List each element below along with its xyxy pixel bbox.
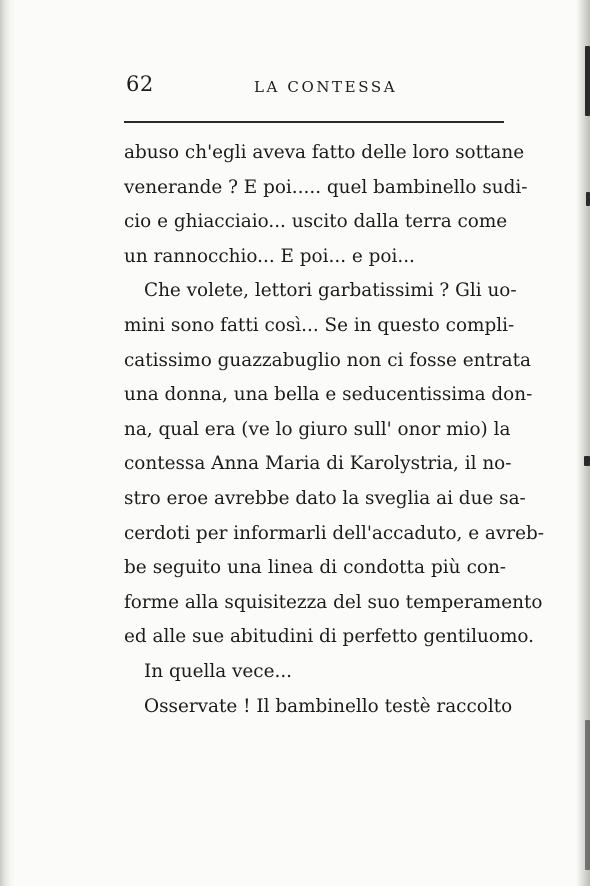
body-text: [124, 136, 544, 724]
text-line: abuso ch'egli aveva fatto delle loro sottane: [124, 142, 525, 163]
text-line: cio e ghiacciaio... uscito dalla terra come: [124, 211, 508, 233]
text-line: forme alla squisitezza del suo temperamento: [124, 591, 543, 613]
text-line: una donna, una bella e seducentissima don-: [124, 384, 533, 406]
binding-shadow: [0, 0, 16, 886]
header-rule: [124, 121, 504, 123]
edge-mark-lower: [585, 720, 590, 870]
page-number: 62: [126, 72, 154, 96]
text-line: Che volete, lettori garbatissimi ? Gli uo-: [144, 280, 517, 302]
edge-mark-upper: [586, 192, 590, 206]
text-line: Osservate ! Il bambinello testè raccolto: [144, 695, 513, 717]
running-title: LA CONTESSA: [254, 78, 398, 96]
text-line: un rannocchio... E poi... e poi...: [124, 245, 415, 267]
text-line: cerdoti per informarli dell'accaduto, e avreb-: [124, 522, 544, 544]
text-line: mini sono fatti così... Se in questo compli-: [124, 314, 515, 336]
text-line: na, qual era (ve lo giuro sull' onor mio) la: [124, 418, 511, 440]
page-edge: [576, 0, 590, 886]
running-header: [126, 72, 504, 100]
edge-mark-top: [585, 46, 590, 116]
edge-mark-middle: [584, 456, 590, 466]
text-line: be seguito una linea di condotta più con-: [124, 557, 506, 579]
text-line: In quella vece...: [144, 660, 293, 682]
text-line: catissimo guazzabuglio non ci fosse entrata: [124, 349, 531, 371]
text-line: contessa Anna Maria di Karolystria, il no-: [124, 453, 512, 475]
text-line: ed alle sue abitudini di perfetto gentiluomo.: [124, 626, 534, 648]
text-line: venerande ? E poi..... quel bambinello sudi-: [124, 176, 528, 198]
text-line: stro eroe avrebbe dato la sveglia ai due sa-: [124, 487, 526, 509]
